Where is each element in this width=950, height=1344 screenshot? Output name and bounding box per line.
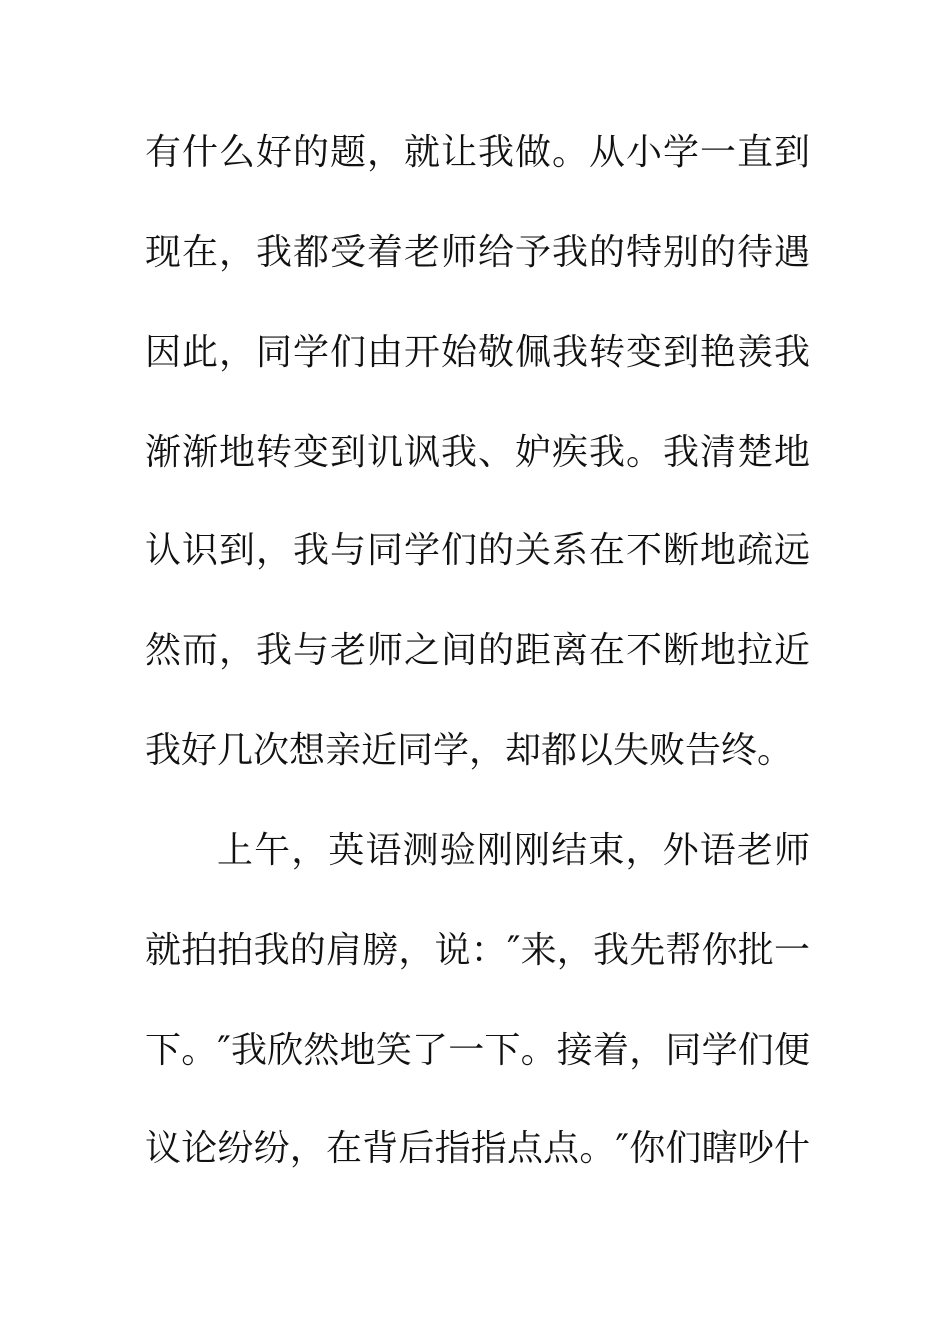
text-line-10: 下。″我欣然地笑了一下。接着，同学们便 bbox=[145, 1030, 810, 1071]
text-line-4: 渐渐地转变到讥讽我、妒疾我。我清楚地 bbox=[145, 432, 810, 473]
text-line-1: 有什么好的题，就让我做。从小学一直到 bbox=[145, 132, 810, 173]
text-line-9: 就拍拍我的肩膀，说：″来，我先帮你批一 bbox=[145, 930, 810, 971]
text-line-5: 认识到，我与同学们的关系在不断地疏远 bbox=[145, 530, 810, 571]
text-line-7: 我好几次想亲近同学，却都以失败告终。 bbox=[145, 730, 794, 771]
text-line-3: 因此，同学们由开始敬佩我转变到艳羡我 bbox=[145, 332, 810, 373]
text-line-2: 现在，我都受着老师给予我的特别的待遇 bbox=[145, 232, 810, 273]
text-line-6: 然而，我与老师之间的距离在不断地拉近 bbox=[145, 630, 810, 671]
text-line-8: 上午，英语测验刚刚结束，外语老师 bbox=[217, 830, 810, 871]
text-line-11: 议论纷纷，在背后指指点点。″你们瞎吵什 bbox=[145, 1128, 810, 1169]
